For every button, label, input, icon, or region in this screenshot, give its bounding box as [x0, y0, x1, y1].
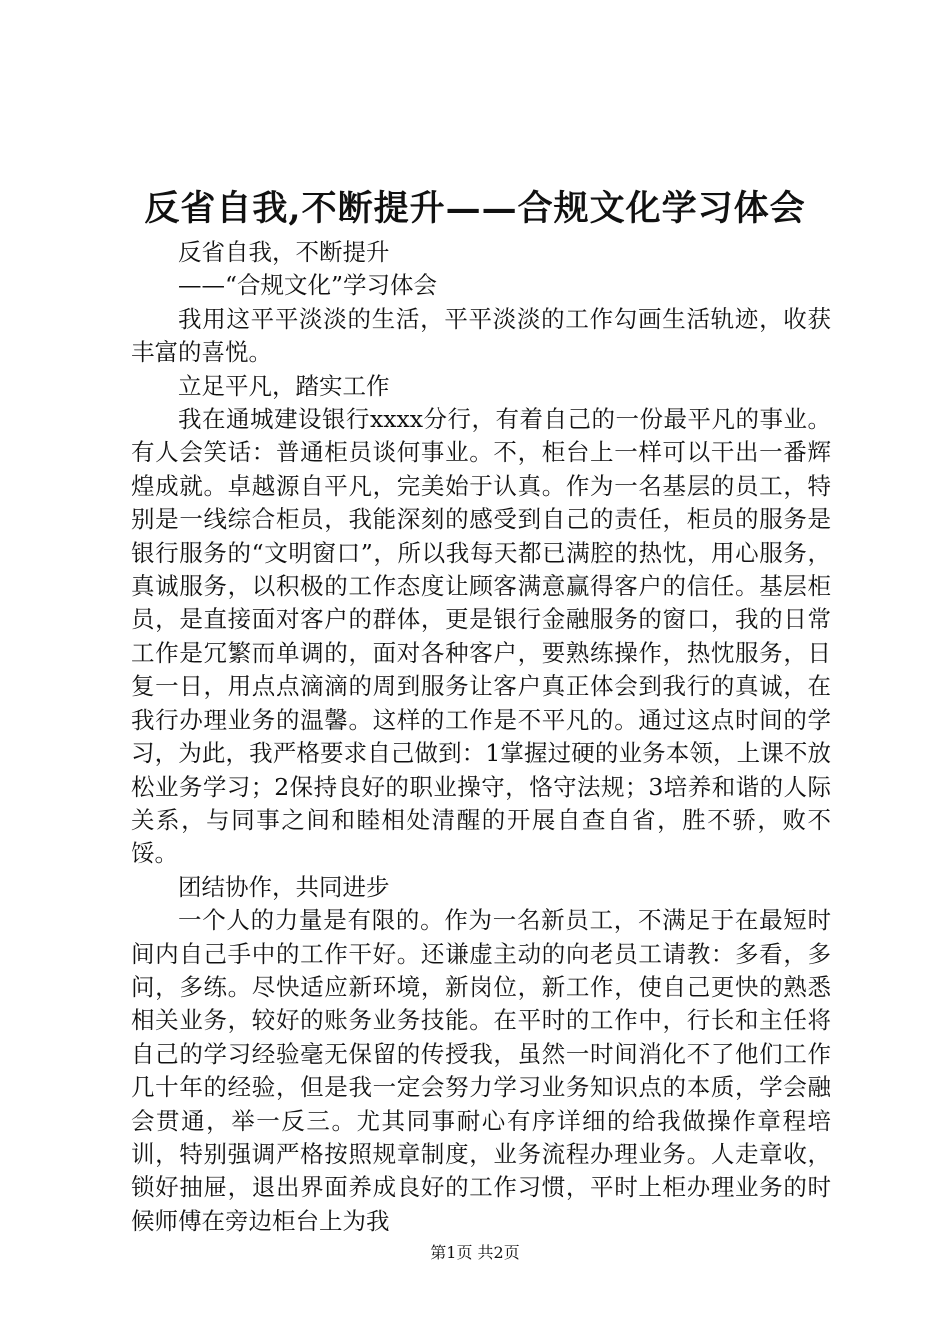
- paragraph: 我用这平平淡淡的生活，平平淡淡的工作勾画生活轨迹，收获丰富的喜悦。: [131, 304, 831, 367]
- page-footer: 第1页 共2页: [430, 1243, 520, 1262]
- paragraph: 反省自我，不断提升: [178, 238, 390, 266]
- paragraph: 立足平凡，踏实工作: [178, 371, 390, 400]
- paragraph: 团结协作，共同进步: [178, 872, 390, 901]
- document-title: 反省自我,不断提升——合规文化学习体会: [144, 188, 806, 229]
- document-body: [131, 236, 831, 1238]
- paragraph: ——“合规文化”学习体会: [178, 271, 438, 300]
- paragraph: 一个人的力量是有限的。作为一名新员工，不满足于在最短时间内自己手中的工作干好。还谦虚主动的向老员工请教：多看，多问，多练。尽快适应新环境，新岗位，新工作，使自己更快的熟悉相关业务，较好的账务业务技能。在平时的工作中，行长和主任将自己的学习经验毫无保留的传授我，虽然一时间消化不了他们工作几十年的经验，但是我一定会努力学习业务知识点的本质，学会融会贯通，举一反三。尤其同事耐心有序详细的给我做操作章程培训，特别强调严格按照规章制度，业务流程办理业务。人走章收，锁好抽屉，退出界面养成良好的工作习惯，平时上柜办理业务的时候师傅在旁边柜台上为我: [131, 906, 831, 1235]
- paragraph: 我在通城建设银行xxxx分行，有着自己的一份最平凡的事业。有人会笑话：普通柜员谈何事业。不，柜台上一样可以干出一番辉煌成就。卓越源自平凡，完美始于认真。作为一名基层的员工，特别是一线综合柜员，我能深刻的感受到自己的责任，柜员的服务是银行服务的“文明窗口”，所以我每天都已满腔的热忱，用心服务，真诚服务，以积极的工作态度让顾客满意赢得客户的信任。基层柜员，是直接面对客户的群体，更是银行金融服务的窗口，我的日常工作是冗繁而单调的，面对各种客户，要熟练操作，热忱服务，日复一日，用点点滴滴的周到服务让客户真正体会到我行的真诚，在我行办理业务的温馨。这样的工作是不平凡的。通过这点时间的学习，为此，我严格要求自己做到：1掌握过硬的业务本领，上课不放松业务学习；2保持良好的职业操守，恪守法规；3培养和谐的人际关系，与同事之间和睦相处清醒的开展自查自省，胜不骄，败不馁。: [131, 405, 831, 868]
